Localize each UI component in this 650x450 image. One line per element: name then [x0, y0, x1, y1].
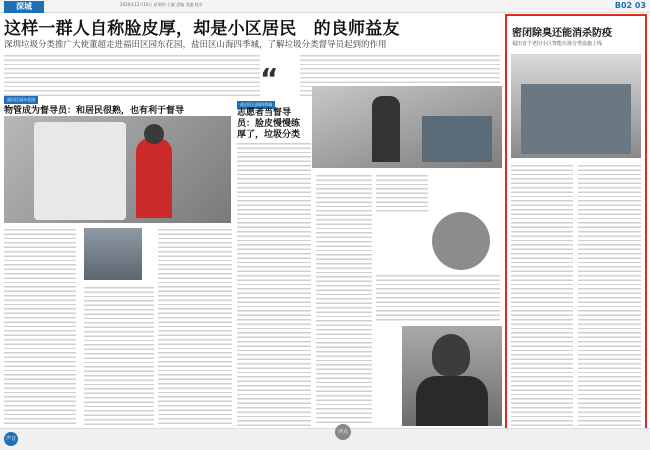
- section-tag-1: 福田区园东花园: [4, 96, 38, 104]
- photo-supervisor-booth: [4, 116, 231, 223]
- body-column-2: [84, 284, 154, 426]
- masthead-info: 2020年12月10日 星期四 主编 责编 美编 校对: [120, 2, 203, 7]
- photo-woman-portrait: [432, 212, 490, 270]
- bin-units: [521, 84, 631, 154]
- section-label: 深城: [4, 1, 44, 13]
- photo-man-suit: [402, 326, 502, 426]
- side-story-title: 密闭除臭还能消杀防疫: [512, 28, 612, 39]
- booth-sign: [34, 122, 126, 220]
- side-body-2: [578, 162, 641, 426]
- masthead-band: [0, 0, 650, 13]
- headline: 这样一群人自称脸皮厚，却是小区居民 的良师益友: [4, 19, 400, 39]
- side-story-subtitle: 福田首个老旧小区智能垃圾分类设施上线: [512, 41, 603, 47]
- photo-smart-bins: [511, 54, 641, 158]
- page-number: B02 03: [614, 1, 646, 10]
- person-head: [144, 124, 164, 144]
- body-column-5: [316, 172, 372, 426]
- subheadline: 深圳垃圾分类推广大使董超走进福田区园东花园，盐田区山海四季城，了解垃圾分类督导员起到的作用: [4, 40, 387, 50]
- voice-badge: 声音: [4, 432, 18, 446]
- photo-volunteer-bins: [312, 86, 502, 168]
- section-title-1: 物管成为督导员：和居民很熟，也有利于督导: [4, 106, 185, 116]
- body-column-3: [158, 226, 232, 426]
- person-figure: [372, 96, 400, 162]
- photo-man-mask: [84, 228, 142, 280]
- person-red-vest: [136, 138, 172, 218]
- bins: [422, 116, 492, 162]
- body-column-4: [237, 140, 311, 426]
- section-tag-2: 盐田区山海四季城: [237, 101, 275, 109]
- section-title-2: 志愿者当督导员：脸皮慢慢练厚了，垃圾分类: [237, 108, 301, 140]
- body-column-7: [376, 272, 500, 322]
- footer-band: [0, 428, 650, 450]
- body-column-1: [4, 226, 76, 426]
- side-body-1: [511, 162, 573, 426]
- comment-badge: 评点: [335, 424, 351, 440]
- lead-paragraph: [4, 52, 260, 98]
- person-head: [432, 334, 470, 376]
- body-column-6: [376, 172, 428, 212]
- quote-mark-icon: “: [260, 62, 279, 95]
- person-suit: [416, 376, 488, 426]
